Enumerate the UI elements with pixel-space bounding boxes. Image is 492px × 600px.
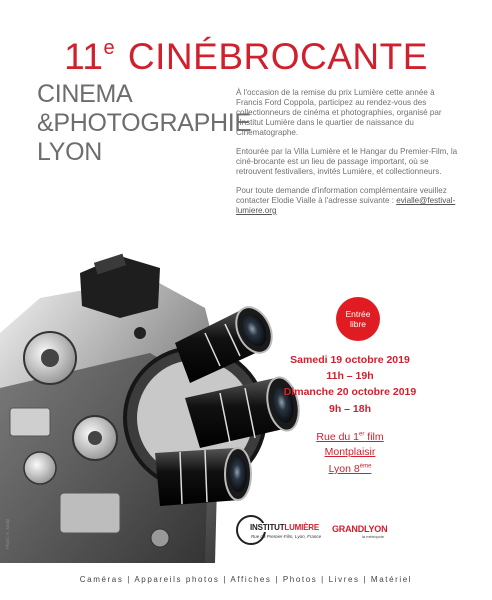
address-city-sup: ème — [359, 463, 372, 470]
free-entry-badge — [336, 297, 380, 341]
address-line-2 — [298, 445, 402, 460]
address-district: Montplaisir — [324, 445, 376, 458]
footer-categories: Caméras | Appareils photos | Affiches | Photos | Livres | Matériel — [79, 575, 413, 584]
badge-line-2: libre — [349, 319, 367, 329]
intro-paragraph-3 — [236, 186, 458, 216]
grand-lyon-logo — [332, 524, 387, 539]
address-city: Lyon 8 — [328, 463, 360, 475]
subtitle — [37, 80, 251, 167]
address-line-1 — [298, 427, 402, 445]
institut-logo-name: INSTITUTLUMIÈRE — [250, 523, 320, 532]
address-street-sup: er — [359, 431, 365, 437]
title-ordinal: e — [103, 37, 116, 59]
schedule-day-1: Samedi 19 octobre 2019 — [290, 354, 410, 366]
schedule-hours-1: 11h – 19h — [326, 370, 374, 383]
schedule-day-2: Dimanche 20 octobre 2019 — [283, 386, 417, 399]
schedule — [272, 352, 428, 417]
contact-text: Pour toute demande d'information complémentaire veuillez contacter Elodie Vialle à l'adresse suivante : — [236, 186, 447, 205]
title-number: 11 — [64, 36, 104, 77]
grand-lyon-subtitle: la métropole — [362, 534, 385, 539]
intro-paragraph-1: À l'occasion de la remise du prix Lumière cette année à Francis Ford Coppola, participez au rendez-vous des collectionneurs de cinéma et photographies, organisé par l'Institut Lumière dans le quartier de naissance du Cinématographe. — [236, 88, 442, 137]
address — [298, 427, 402, 477]
subtitle-line-3: LYON — [37, 138, 103, 166]
address-line-3 — [298, 460, 402, 478]
intro-text — [236, 88, 458, 225]
photo-credit: Photo: A. Malpi — [5, 518, 10, 549]
institut-logo-tagline: Rue du Premier-Film, Lyon, France — [251, 534, 322, 539]
subtitle-line-2: &PHOTOGRAPHIE — [37, 109, 251, 137]
subtitle-line-1: CINEMA — [37, 80, 133, 108]
address-street: Rue du 1 — [316, 430, 360, 443]
badge-line-1: Entrée — [345, 309, 371, 319]
page-title — [0, 28, 492, 77]
intro-paragraph-2: Entourée par la Villa Lumière et le Hangar du Premier-Film, la ciné-brocante est un lieu de passage important, où se retrouvent festivaliers, invités Lumière, et collectionneurs. — [236, 147, 458, 176]
address-street-end: film — [364, 430, 384, 443]
grand-lyon-wordmark: GRANDLYON — [332, 524, 388, 534]
schedule-hours-2: 9h – 18h — [328, 402, 372, 415]
contact-email-link[interactable]: evialle@festival-lumiere.org — [236, 196, 456, 215]
title-main: CINÉBROCANTE — [127, 36, 428, 77]
institut-lumiere-logo — [236, 513, 322, 551]
